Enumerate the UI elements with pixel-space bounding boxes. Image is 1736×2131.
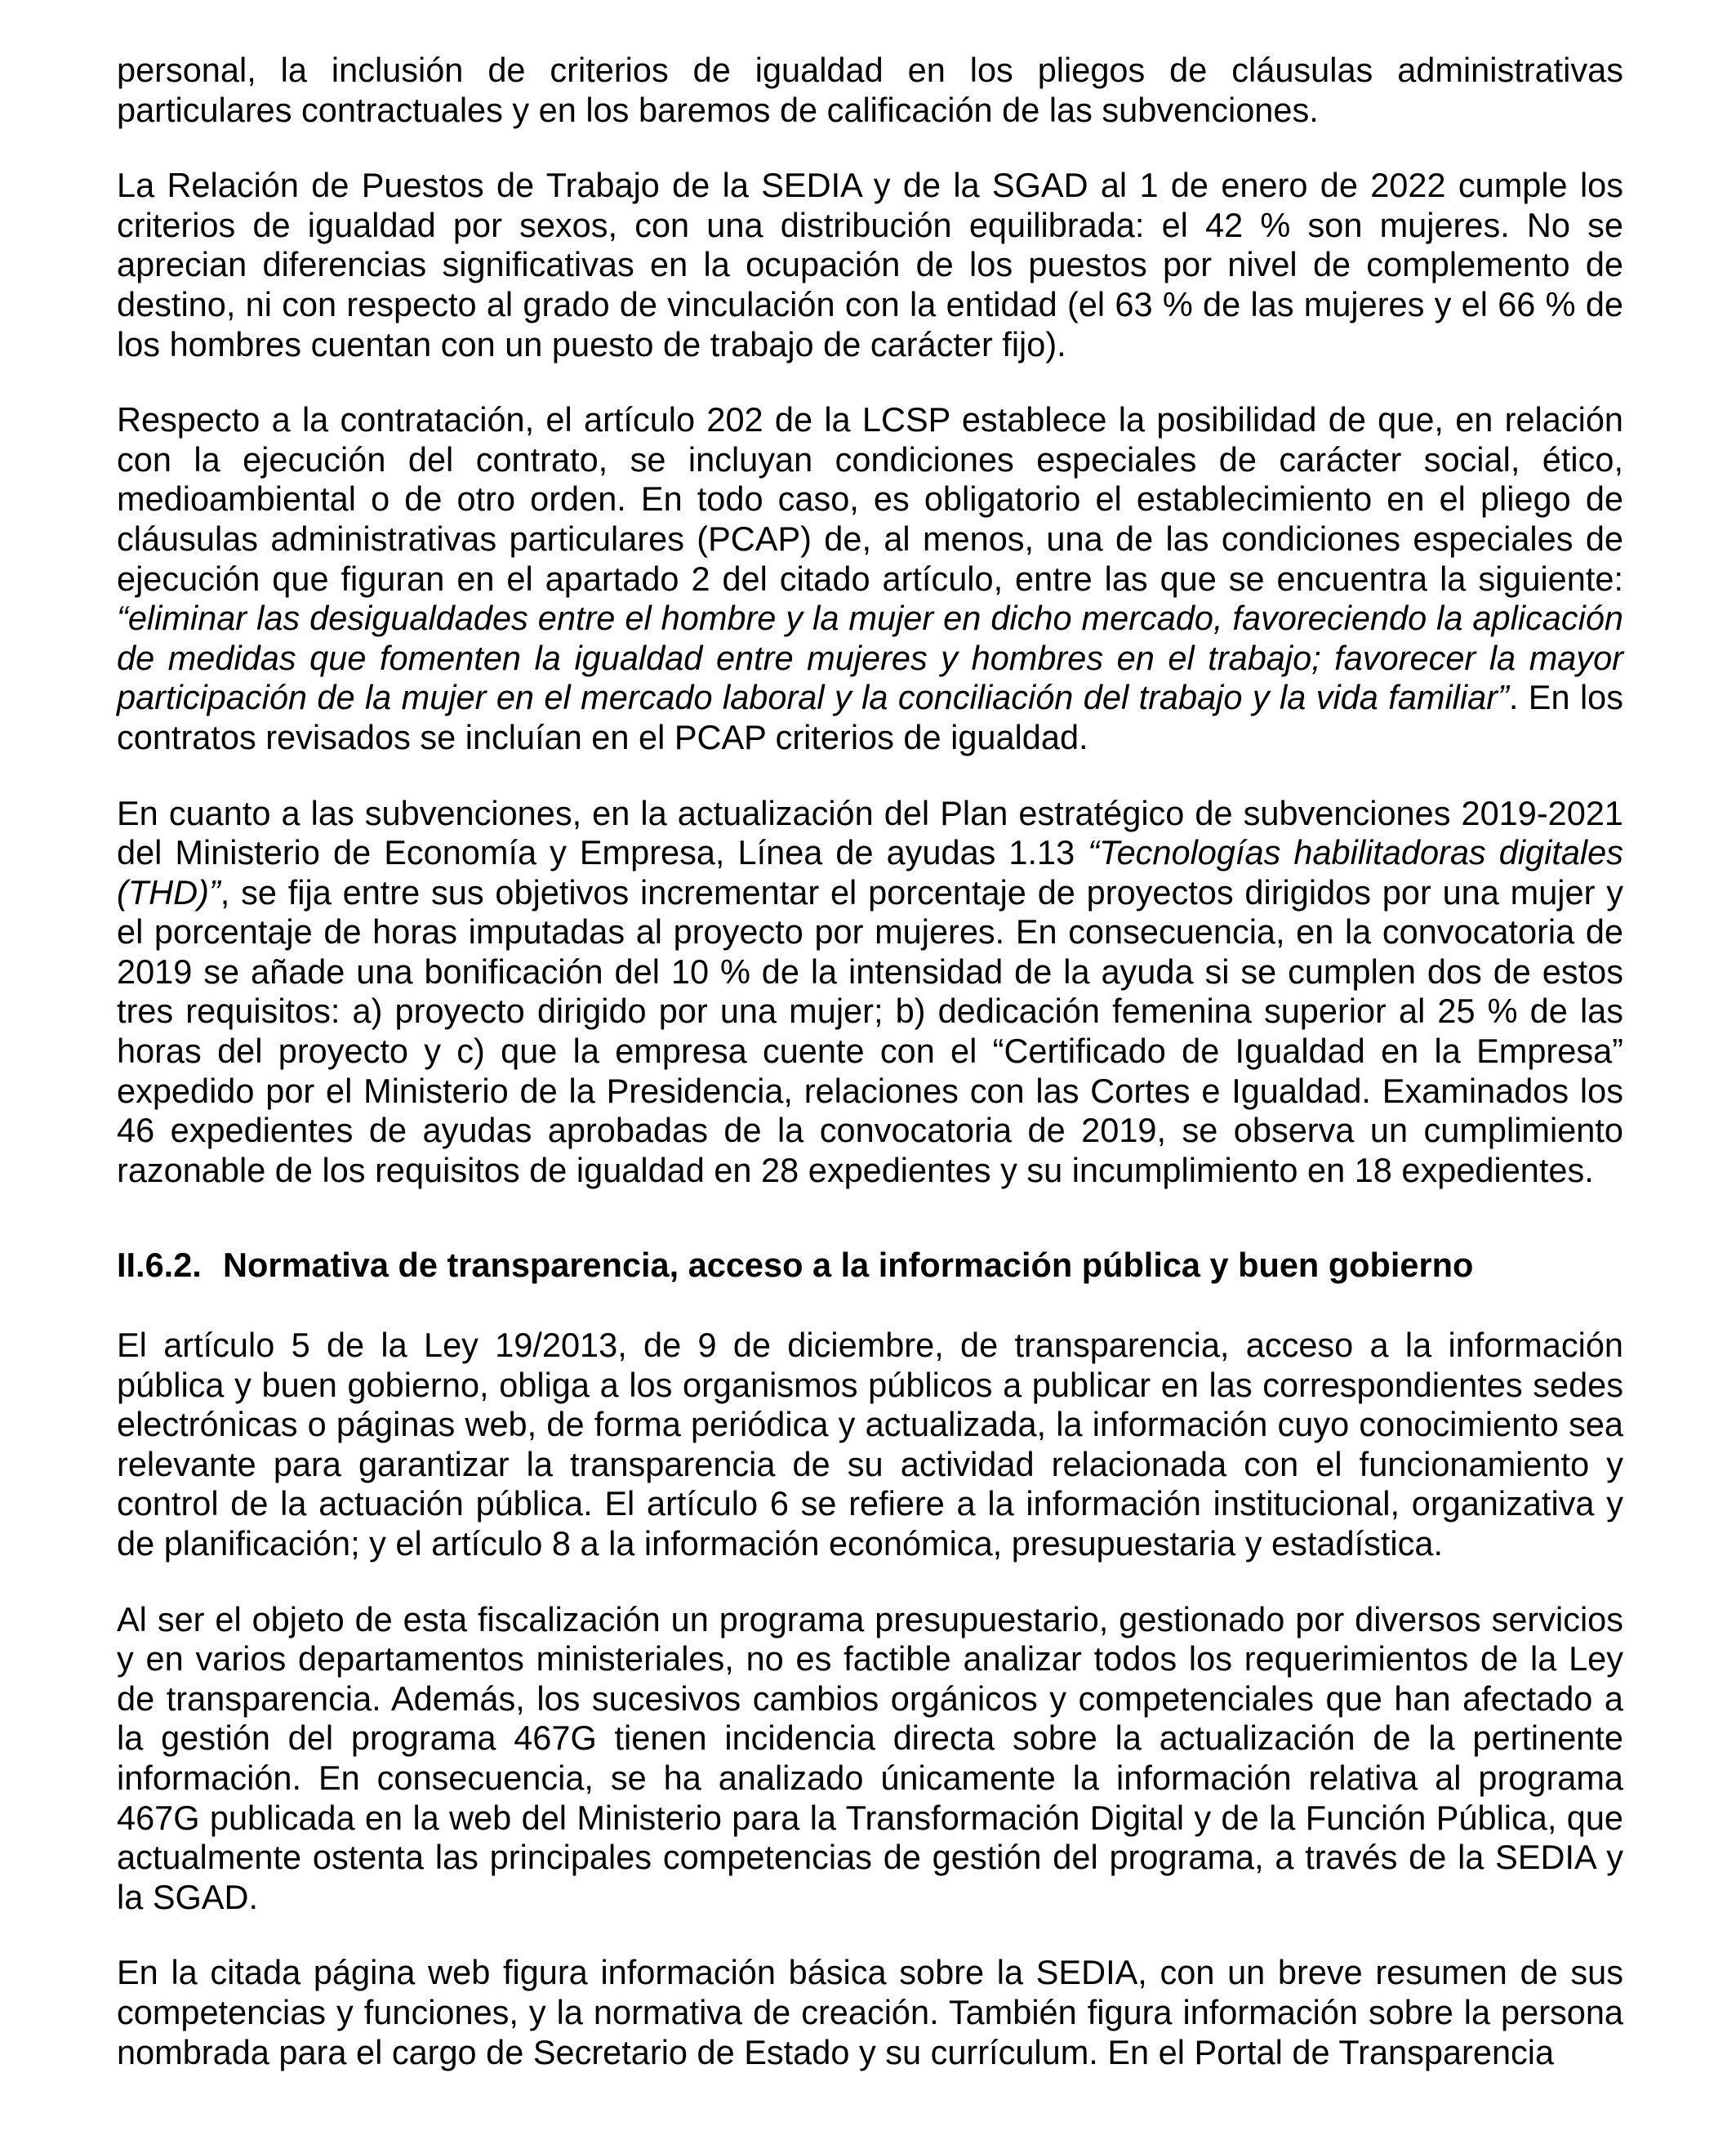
text-run: El artículo 5 de la Ley 19/2013, de 9 de diciembre, de transparencia, acceso a la información pública y buen gobierno, obliga a los organismos públicos a publicar en las correspondientes sedes electrónicas o páginas web, de forma periódica y actualizada, la información cuyo conocimiento sea relevante para garantizar la transparencia de su actividad relacionada con el funcionamiento y control de la actuación pública. El artículo 6 se refiere a la información institucional, organizativa y de planificación; y el artículo 8 a la información económica, presupuestaria y estadística. xyxy=(117,1326,1623,1563)
paragraph-fiscalizacion-programa xyxy=(117,1600,1623,1918)
text-run: En cuanto a las subvenciones, en la actualización del Plan estratégico de subvenciones 2019-2021 del Ministerio de Economía y Empresa, Línea de ayudas 1.13 xyxy=(117,793,1623,872)
paragraph-subvenciones xyxy=(117,794,1623,1191)
text-run: Al ser el objeto de esta fiscalización un programa presupuestario, gestionado por diversos servicios y en varios departamentos ministeriales, no es factible analizar todos los requerimientos de la Ley de transparencia. Además, los sucesivos cambios orgánicos y competenciales que han afectado a la gestión del programa 467G tienen incidencia directa sobre la actualización de la pertinente información. En consecuencia, se ha analizado únicamente la información relativa al programa 467G publicada en la web del Ministerio para la Transformación Digital y de la Función Pública, que actualmente ostenta las principales competencias de gestión del programa, a través de la SEDIA y la SGAD. xyxy=(117,1599,1623,1916)
text-run-italic-quote: “Tecnologías habilitadoras digitales (THD)” xyxy=(117,833,1623,912)
paragraph-relacion-puestos-trabajo xyxy=(117,166,1623,364)
text-run: La Relación de Puestos de Trabajo de la SEDIA y de la SGAD al 1 de enero de 2022 cumple los criterios de igualdad por sexos, con una distribución equilibrada: el 42 % son mujeres. No se aprecian diferencias significativas en la ocupación de los puestos por nivel de complemento de destino, ni con respecto al grado de vinculación con la entidad (el 63 % de las mujeres y el 66 % de los hombres cuentan con un puesto de trabajo de carácter fijo). xyxy=(117,166,1623,363)
text-run: Respecto a la contratación, el artículo 202 de la LCSP establece la posibilidad de que, en relación con la ejecución del contrato, se incluyan condiciones especiales de carácter social, ético, medioambiental o de otro orden. En todo caso, es obligatorio el establecimiento en el pliego de cláusulas administrativas particulares (PCAP) de, al menos, una de las condiciones especiales de ejecución que figuran en el apartado 2 del citado artículo, entre las que se encuentra la siguiente: xyxy=(117,400,1623,598)
text-run: , se fija entre sus objetivos incrementar el porcentaje de proyectos dirigidos por una mujer y el porcentaje de horas imputadas al proyecto por mujeres. En consecuencia, en la convocatoria de 2019 se añade una bonificación del 10 % de la intensidad de la ayuda si se cumplen dos de estos tres requisitos: a) proyecto dirigido por una mujer; b) dedicación femenina superior al 25 % de las horas del proyecto y c) que la empresa cuente con el “Certificado de Igualdad en la Empresa” expedido por el Ministerio de la Presidencia, relaciones con las Cortes e Igualdad. Examinados los 46 expedientes de ayudas aprobadas de la convocatoria de 2019, se observa un cumplimiento razonable de los requisitos de igualdad en 28 expedientes y su incumplimiento en 18 expedientes. xyxy=(117,872,1623,1189)
paragraph-contratacion-lcsp xyxy=(117,400,1623,757)
section-heading xyxy=(117,1246,1623,1286)
section-title: Normativa de transparencia, acceso a la información pública y buen gobierno xyxy=(223,1246,1474,1285)
text-run: . En los contratos revisados se incluían en el PCAP criterios de igualdad. xyxy=(117,678,1623,756)
section-number: II.6.2. xyxy=(117,1246,202,1285)
paragraph-criterios-igualdad-continuation xyxy=(117,51,1623,130)
paragraph-ley-transparencia xyxy=(117,1326,1623,1564)
text-run-italic-quote: “eliminar las desigualdades entre el hombre y la mujer en dicho mercado, favoreciendo la aplicación de medidas que fomenten la igualdad entre mujeres y hombres en el trabajo; favorecer la mayor participación de la mujer en el mercado laboral y la conciliación del trabajo y la vida familiar” xyxy=(117,599,1623,717)
paragraph-pagina-web-sedia xyxy=(117,1953,1623,2072)
text-run: En la citada página web figura información básica sobre la SEDIA, con un breve resumen de sus competencias y funciones, y la normativa de creación. También figura información sobre la persona nombrada para el cargo de Secretario de Estado y su currículum. En el Portal de Transparencia xyxy=(117,1953,1623,2071)
text-run: personal, la inclusión de criterios de igualdad en los pliegos de cláusulas administrativas particulares contractuales y en los baremos de calificación de las subvenciones. xyxy=(117,51,1623,129)
